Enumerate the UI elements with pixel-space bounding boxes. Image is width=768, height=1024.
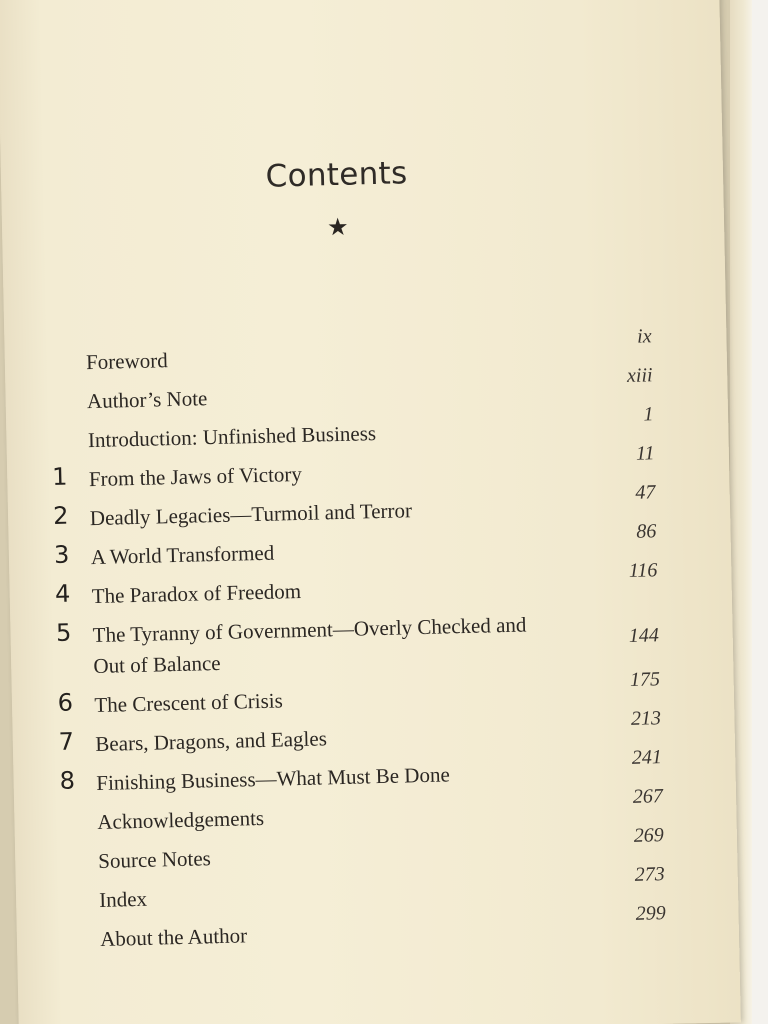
chapter-number: [45, 385, 71, 386]
entry-title: From the Jaws of Victory: [88, 461, 303, 492]
chapter-number: [58, 922, 84, 923]
chapter-number: [55, 805, 81, 806]
chapter-number: 2: [52, 501, 69, 530]
entry-page: 175: [629, 668, 661, 691]
entry-page: 241: [631, 746, 663, 769]
entry-page: 11: [635, 442, 655, 465]
chapter-number: [56, 844, 82, 845]
entry-page: ix: [636, 325, 652, 348]
entry-title: The Tyranny of Government—Overly Checked and Out of Balance: [92, 612, 527, 679]
chapter-number: 6: [57, 688, 74, 717]
entry-title: Finishing Business—What Must Be Done: [96, 762, 451, 796]
entry-page: 299: [635, 902, 666, 925]
chapter-number: 1: [51, 462, 68, 491]
entry-page: 86: [636, 520, 657, 543]
entry-title: About the Author: [99, 923, 248, 951]
entry-title: A World Transformed: [90, 540, 275, 570]
entry-page: 47: [635, 481, 656, 504]
entry-page: 144: [628, 624, 660, 647]
entry-title: Acknowledgements: [97, 805, 265, 834]
entry-page: 116: [628, 559, 658, 582]
contents-heading: Contents: [265, 155, 408, 195]
chapter-number: [44, 346, 70, 347]
entry-page: 1: [643, 403, 654, 426]
entry-page: 267: [632, 785, 664, 808]
entry-title: The Crescent of Crisis: [94, 688, 284, 718]
entry-page: 213: [630, 707, 662, 730]
chapter-number: [57, 883, 83, 884]
entry-page: 269: [633, 824, 665, 847]
chapter-number: 7: [58, 727, 75, 756]
entry-title: The Paradox of Freedom: [91, 578, 302, 609]
table-of-contents: [36, 325, 691, 962]
entry-title: Author’s Note: [86, 386, 208, 414]
star-ornament-icon: ★: [326, 212, 349, 242]
entry-title: Foreword: [85, 348, 168, 375]
entry-title: Introduction: Unfinished Business: [87, 421, 377, 453]
entry-title: Deadly Legacies—Turmoil and Terror: [89, 498, 413, 531]
chapter-number: [46, 424, 72, 425]
entry-page: xiii: [626, 364, 653, 387]
entry-page: 273: [634, 863, 666, 886]
chapter-number: 3: [53, 540, 70, 569]
entry-title: Bears, Dragons, and Eagles: [95, 726, 328, 757]
chapter-number: 5: [55, 618, 72, 647]
chapter-number: 8: [59, 766, 76, 795]
entry-title: Index: [98, 886, 148, 912]
chapter-number: 4: [54, 579, 71, 608]
entry-title: Source Notes: [97, 846, 212, 873]
